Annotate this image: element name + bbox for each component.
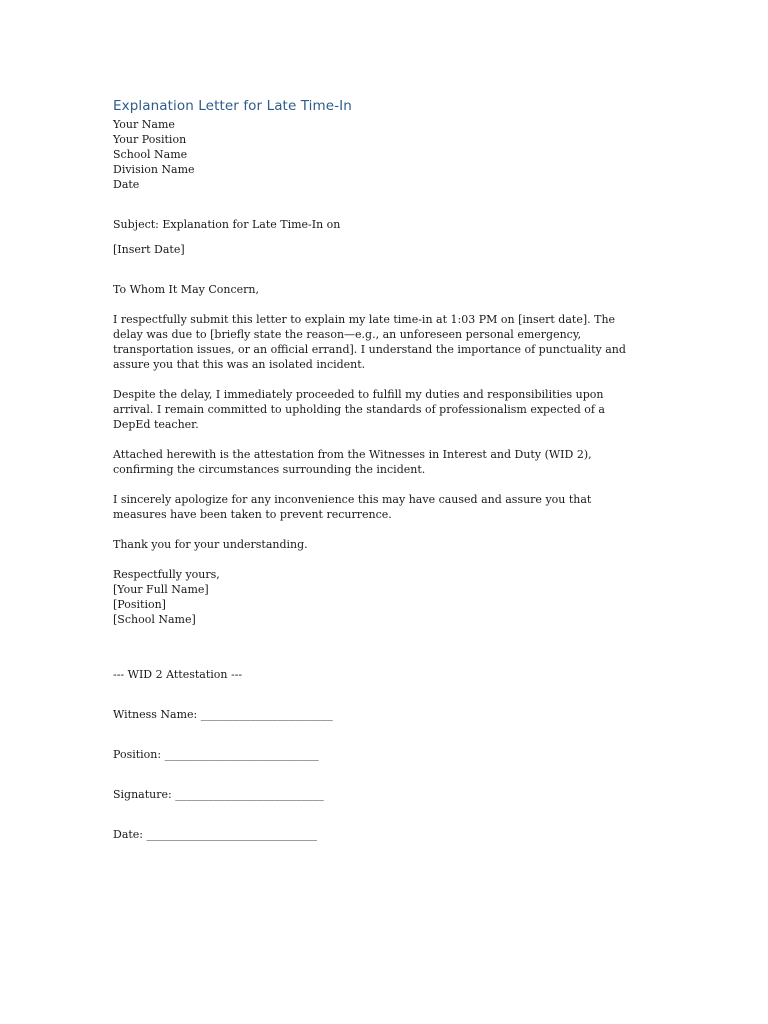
paragraph-line: DepEd teacher. (113, 418, 199, 431)
sender-position: Your Position (113, 133, 187, 146)
sender-block (113, 117, 673, 192)
paragraph-2 (113, 387, 673, 432)
paragraph-1 (113, 312, 673, 372)
paragraph-4 (113, 492, 673, 522)
witness-date-field: Date: _______________________________ (113, 828, 318, 841)
paragraph-line: measures have been taken to prevent recurrence. (113, 508, 392, 521)
salutation: To Whom It May Concern, (113, 283, 259, 296)
sender-name: Your Name (113, 118, 175, 131)
paragraph-line: confirming the circumstances surrounding the incident. (113, 463, 426, 476)
paragraph-line: transportation issues, or an official errand]. I understand the importance of punctuality and (113, 343, 626, 356)
closing-block (113, 567, 673, 627)
sender-date: Date (113, 178, 140, 191)
paragraph-line: I respectfully submit this letter to explain my late time-in at 1:03 PM on [insert date]. The (113, 313, 616, 326)
attestation-heading: --- WID 2 Attestation --- (113, 668, 243, 681)
paragraph-3 (113, 447, 673, 477)
paragraph-line: arrival. I remain committed to upholding the standards of professionalism expected of a (113, 403, 605, 416)
paragraph-line: delay was due to [briefly state the reason—e.g., an unforeseen personal emergency, (113, 328, 582, 341)
paragraph-line: Attached herewith is the attestation from the Witnesses in Interest and Duty (WID 2), (113, 448, 592, 461)
paragraph-line: I sincerely apologize for any inconvenience this may have caused and assure you that (113, 493, 592, 506)
closing-school: [School Name] (113, 613, 196, 626)
closing-phrase: Respectfully yours, (113, 568, 220, 581)
document-title: Explanation Letter for Late Time-In (113, 98, 352, 114)
witness-name-field: Witness Name: ________________________ (113, 708, 333, 721)
paragraph-line: Despite the delay, I immediately proceeded to fulfill my duties and responsibilities upon (113, 388, 604, 401)
sender-division: Division Name (113, 163, 195, 176)
paragraph-line: assure you that this was an isolated incident. (113, 358, 366, 371)
subject-date: [Insert Date] (113, 243, 185, 256)
thanks-line: Thank you for your understanding. (113, 538, 308, 551)
witness-position-field: Position: ____________________________ (113, 748, 319, 761)
witness-signature-field: Signature: ___________________________ (113, 788, 324, 801)
subject-line: Subject: Explanation for Late Time-In on (113, 218, 341, 231)
letter-page (113, 97, 673, 842)
closing-position: [Position] (113, 598, 166, 611)
sender-school: School Name (113, 148, 188, 161)
closing-full-name: [Your Full Name] (113, 583, 209, 596)
